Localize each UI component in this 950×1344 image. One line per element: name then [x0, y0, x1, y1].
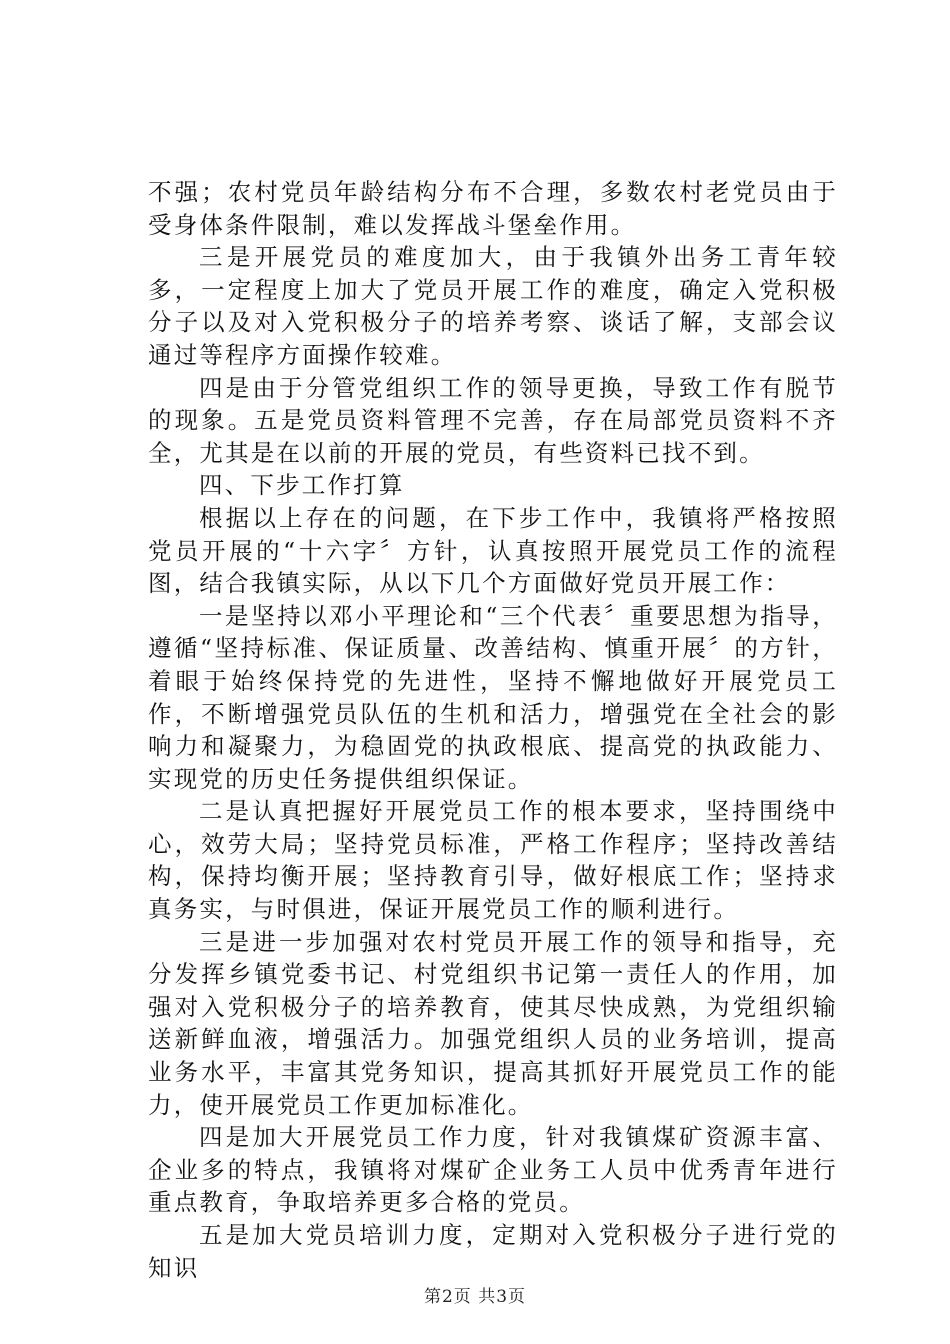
page-number-footer: 第2页 共3页 [423, 1287, 527, 1307]
document-body [148, 176, 838, 1284]
paragraph-9: 五是加大党员培训力度，定期对入党积极分子进行党的知识 [148, 1221, 838, 1282]
paragraph-2: 三是开展党员的难度加大，由于我镇外出务工青年较多，一定程度上加大了党员开展工作的难度，确定入党积极分子以及对入党积极分子的培养考察、谈话了解，支部会议通过等程序方面操作较难。 [148, 243, 838, 369]
paragraph-6: 二是认真把握好开展党员工作的根本要求，坚持围绕中心，效劳大局；坚持党员标准，严格工作程序；坚持改善结构，保持均衡开展；坚持教育引导，做好根底工作；坚持求真务实，与时俱进，保证开展党员工作的顺利进行。 [148, 797, 838, 924]
section-heading-next-steps: 四、下步工作打算 [199, 471, 405, 500]
paragraph-8: 四是加大开展党员工作力度，针对我镇煤矿资源丰富、企业多的特点，我镇将对煤矿企业务工人员中优秀青年进行重点教育，争取培养更多合格的党员。 [148, 1123, 838, 1217]
paragraph-4: 根据以上存在的问题，在下步工作中，我镇将严格按照党员开展的“十六字〞方针，认真按照开展党员工作的流程图，结合我镇实际，从以下几个方面做好党员开展工作： [148, 503, 838, 598]
paragraph-5: 一是坚持以邓小平理论和“三个代表〞重要思想为指导，遵循“坚持标准、保证质量、改善结构、慎重开展〞的方针，着眼于始终保持党的先进性，坚持不懈地做好开展党员工作，不断增强党员队伍的生机和活力，增强党在全社会的影响力和凝聚力，为稳固党的执政根底、提高党的执政能力、实现党的历史任务提供组织保证。 [148, 601, 838, 793]
paragraph-1: 不强；农村党员年龄结构分布不合理，多数农村老党员由于受身体条件限制，难以发挥战斗堡垒作用。 [148, 178, 838, 239]
paragraph-7: 三是进一步加强对农村党员开展工作的领导和指导，充分发挥乡镇党委书记、村党组织书记第一责任人的作用，加强对入党积极分子的培养教育，使其尽快成熟，为党组织输送新鲜血液，增强活力。加强党组织人员的业务培训，提高业务水平，丰富其党务知识，提高其抓好开展党员工作的能力，使开展党员工作更加标准化。 [148, 927, 838, 1119]
paragraph-3: 四是由于分管党组织工作的领导更换，导致工作有脱节的现象。五是党员资料管理不完善，存在局部党员资料不齐全，尤其是在以前的开展的党员，有些资料已找不到。 [148, 373, 838, 467]
